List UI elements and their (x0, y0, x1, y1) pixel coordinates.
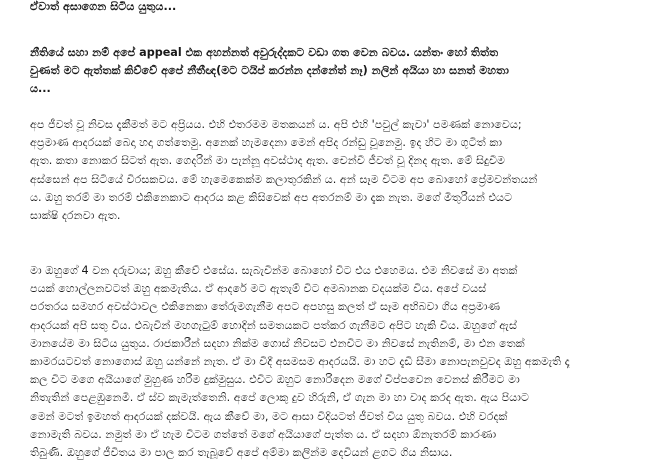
paragraph-intro: ඒවාත් අසාගෙන සිටිය යුතුය... (30, 0, 177, 13)
paragraph-child: මා ඔහුගේ 4 වන දරුවාය; ඔහු කීවේ එසේය. සැබැවින්ම බොහෝ විට එය එහෙමය. එම නිවසේ මා අතක් පයක් හොල්ලනවටත් ඔහු අකමැතිය. ඒ ආදරේ මට ඇතැම් විට අමබානක වදයක්ම විය. අපේ වයස් පරතරය සමහර අවස්ථාවල එකිනෙකා තේරුමගැනීම අපට අපහසු කලත් ඒ සෑම අභිබවා ගිය අප්‍රමාණ ආදරයක් අපි සතු විය. එබැවින් මහගැටුම් හොදින් සමතයකට පත්කර ගැනීමට අපිට හැකි විය. ඔහුගේ ඇස් මානයේම මා සිටිය යුතුය. රාජකාරීන් සදහා නික්ම ගොස් නිවසට එනවිට මා නිවසේ නැතිනම්, මා එන තෙක් කාමරයටවත් නොගොස් ඔහු යන්නේ නැත. ඒ මා විදී අසමසම ආදරයයි. මා හට දැඩි සීමා නොපැනවුවද ඔහු අකමැති දෑ කල විට මගෙ අයියාගේ මුහුණ හරිම දුක්මුසුය. එවිට ඔහුට නොරිදෙන මගේ විප්පවෙන වෙනස් කිරීමට මා නිතැතින් පෙළඹුනෙමි. ඒ ස්ව කැමැත්තෙනි. අපේ ලොකු දුව හිරුනි, ඒ ගැන මා හා වාද කරද ඇත. ඇය පියාට මෙන් මටත් ඉමහත් ආදරයක් දක්වයි. ඇය කීවේ මා, මට ආසා විදියටත් ජීවත් විය යුතු බවය. එහි වරදක් නොමැති බවය. නමුත් මා ඒ හැම විටම ගත්තේ මගේ අයියාගේ පැත්ත ය. ඒ සදහා ඕනැතරම් කාරණා තිබුණි. ඔහුගේ ජීවිතය මා පාල කර තැබූවේ අපේ අම්මා කලින්ම දෙවියන් ළගට ගිය නිසාය. (30, 264, 570, 460)
paragraph-appeal: නීතියේ සහා නම් අපේ appeal එක අහන්නත් අවුරුද්දකට වඩා ගත වෙන බවය. යන්තං හෝ තිත්ත වුණත් මට ඇත්තක් කිව්වේ අපේ නීතීඥ(මට ටයිප් කරන්න දන්නේත් නෑ) නලින් අයියා හා සනත් මහතා ය... (30, 46, 509, 96)
paragraph-home: අප ජීවත් වූ නිවස දැකීමත් මට අප්‍රියය. එහි එතරමම මතකයන් ය. අපි එහි 'පවුල් කැවා' පමණක් නොවෙය; අප්‍රමාණ ආදරයක් බෙදා හදා ගත්තෙමු. අනෙක් හැමදෙනා මෙන් අපිද රන්ඩු වූනෙමු. ඉද හිට මා ගුටිත් කා ඇත. කතා නොකර සිටත් ඇත. ගෙදරින් මා පැන්නූ අවස්ථාද ඇත. චෙන්වී ජීවත් වූ දිනද ඇත. මේ සිදුවීම අස්සෙන් අප සිටියේ විරසකවය. මේ හැමෙකෙක්ම කලාතුරකින් ය. අන් සෑම විටම අප බොහෝ ප්‍රේමවන්තයන් ය. ඔහු තරම් මා තරම් එකිනෙකාට ආදරය කළ කිසිවෙක් අප අතරනම් මා දැක නැත. මගේ මිතුරියන් එයට සාක්ෂි දරනවා ඇත. (30, 118, 538, 223)
